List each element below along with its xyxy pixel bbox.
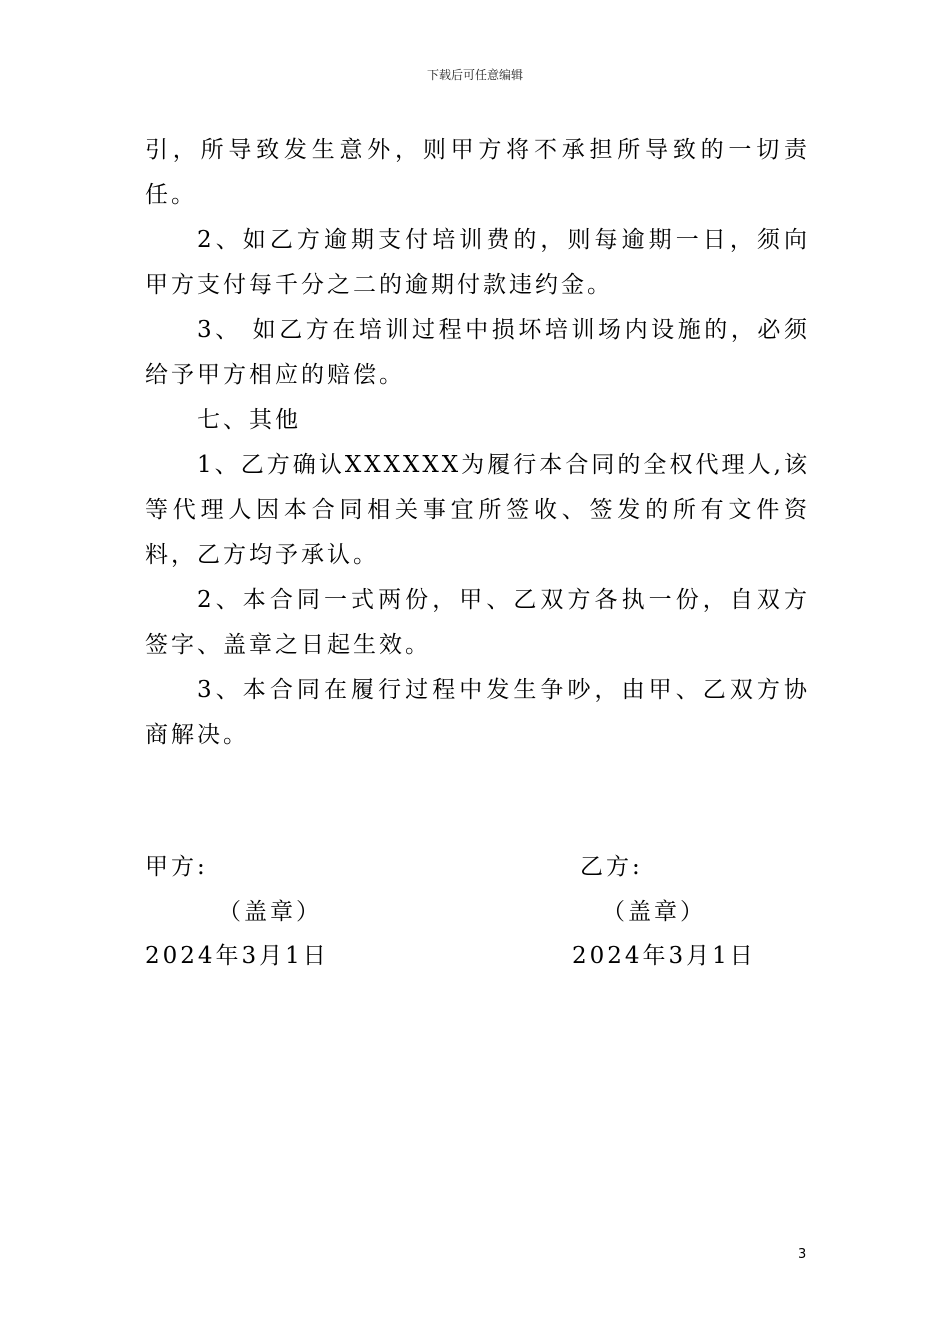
party-a-label: 甲方: [145,854,208,880]
page-header: 下载后可任意编辑 [426,68,523,82]
contract-body [145,128,810,758]
paragraph-damage-compensation: 3、 如乙方在培训过程中损坏培训场内设施的，必须给予甲方相应的赔偿。 [145,317,810,388]
party-a-seal: （盖章） [218,899,322,925]
party-b-label: 乙方: [580,854,643,880]
party-b-seal: （盖章） [602,899,706,925]
paragraph-authorized-agent: 1、乙方确认XXXXXX为履行本合同的全权代理人,该等代理人因本合同相关事宜所签收、签发的所有文件资料，乙方均予承认。 [145,452,810,568]
paragraph-continuation: 引，所导致发生意外，则甲方将不承担所导致的一切责任。 [145,137,810,208]
page-number: 3 [798,1247,807,1262]
section-heading-other: 七、其他 [197,407,301,433]
paragraph-late-payment: 2、如乙方逾期支付培训费的，则每逾期一日，须向甲方支付每千分之二的逾期付款违约金。 [145,227,810,298]
paragraph-copies-effective: 2、本合同一式两份，甲、乙双方各执一份，自双方签字、盖章之日起生效。 [145,587,810,658]
party-a-date: 2024年3月1日 [145,943,329,969]
paragraph-dispute-resolution: 3、本合同在履行过程中发生争吵，由甲、乙双方协商解决。 [145,677,810,748]
party-b-date: 2024年3月1日 [572,943,756,969]
